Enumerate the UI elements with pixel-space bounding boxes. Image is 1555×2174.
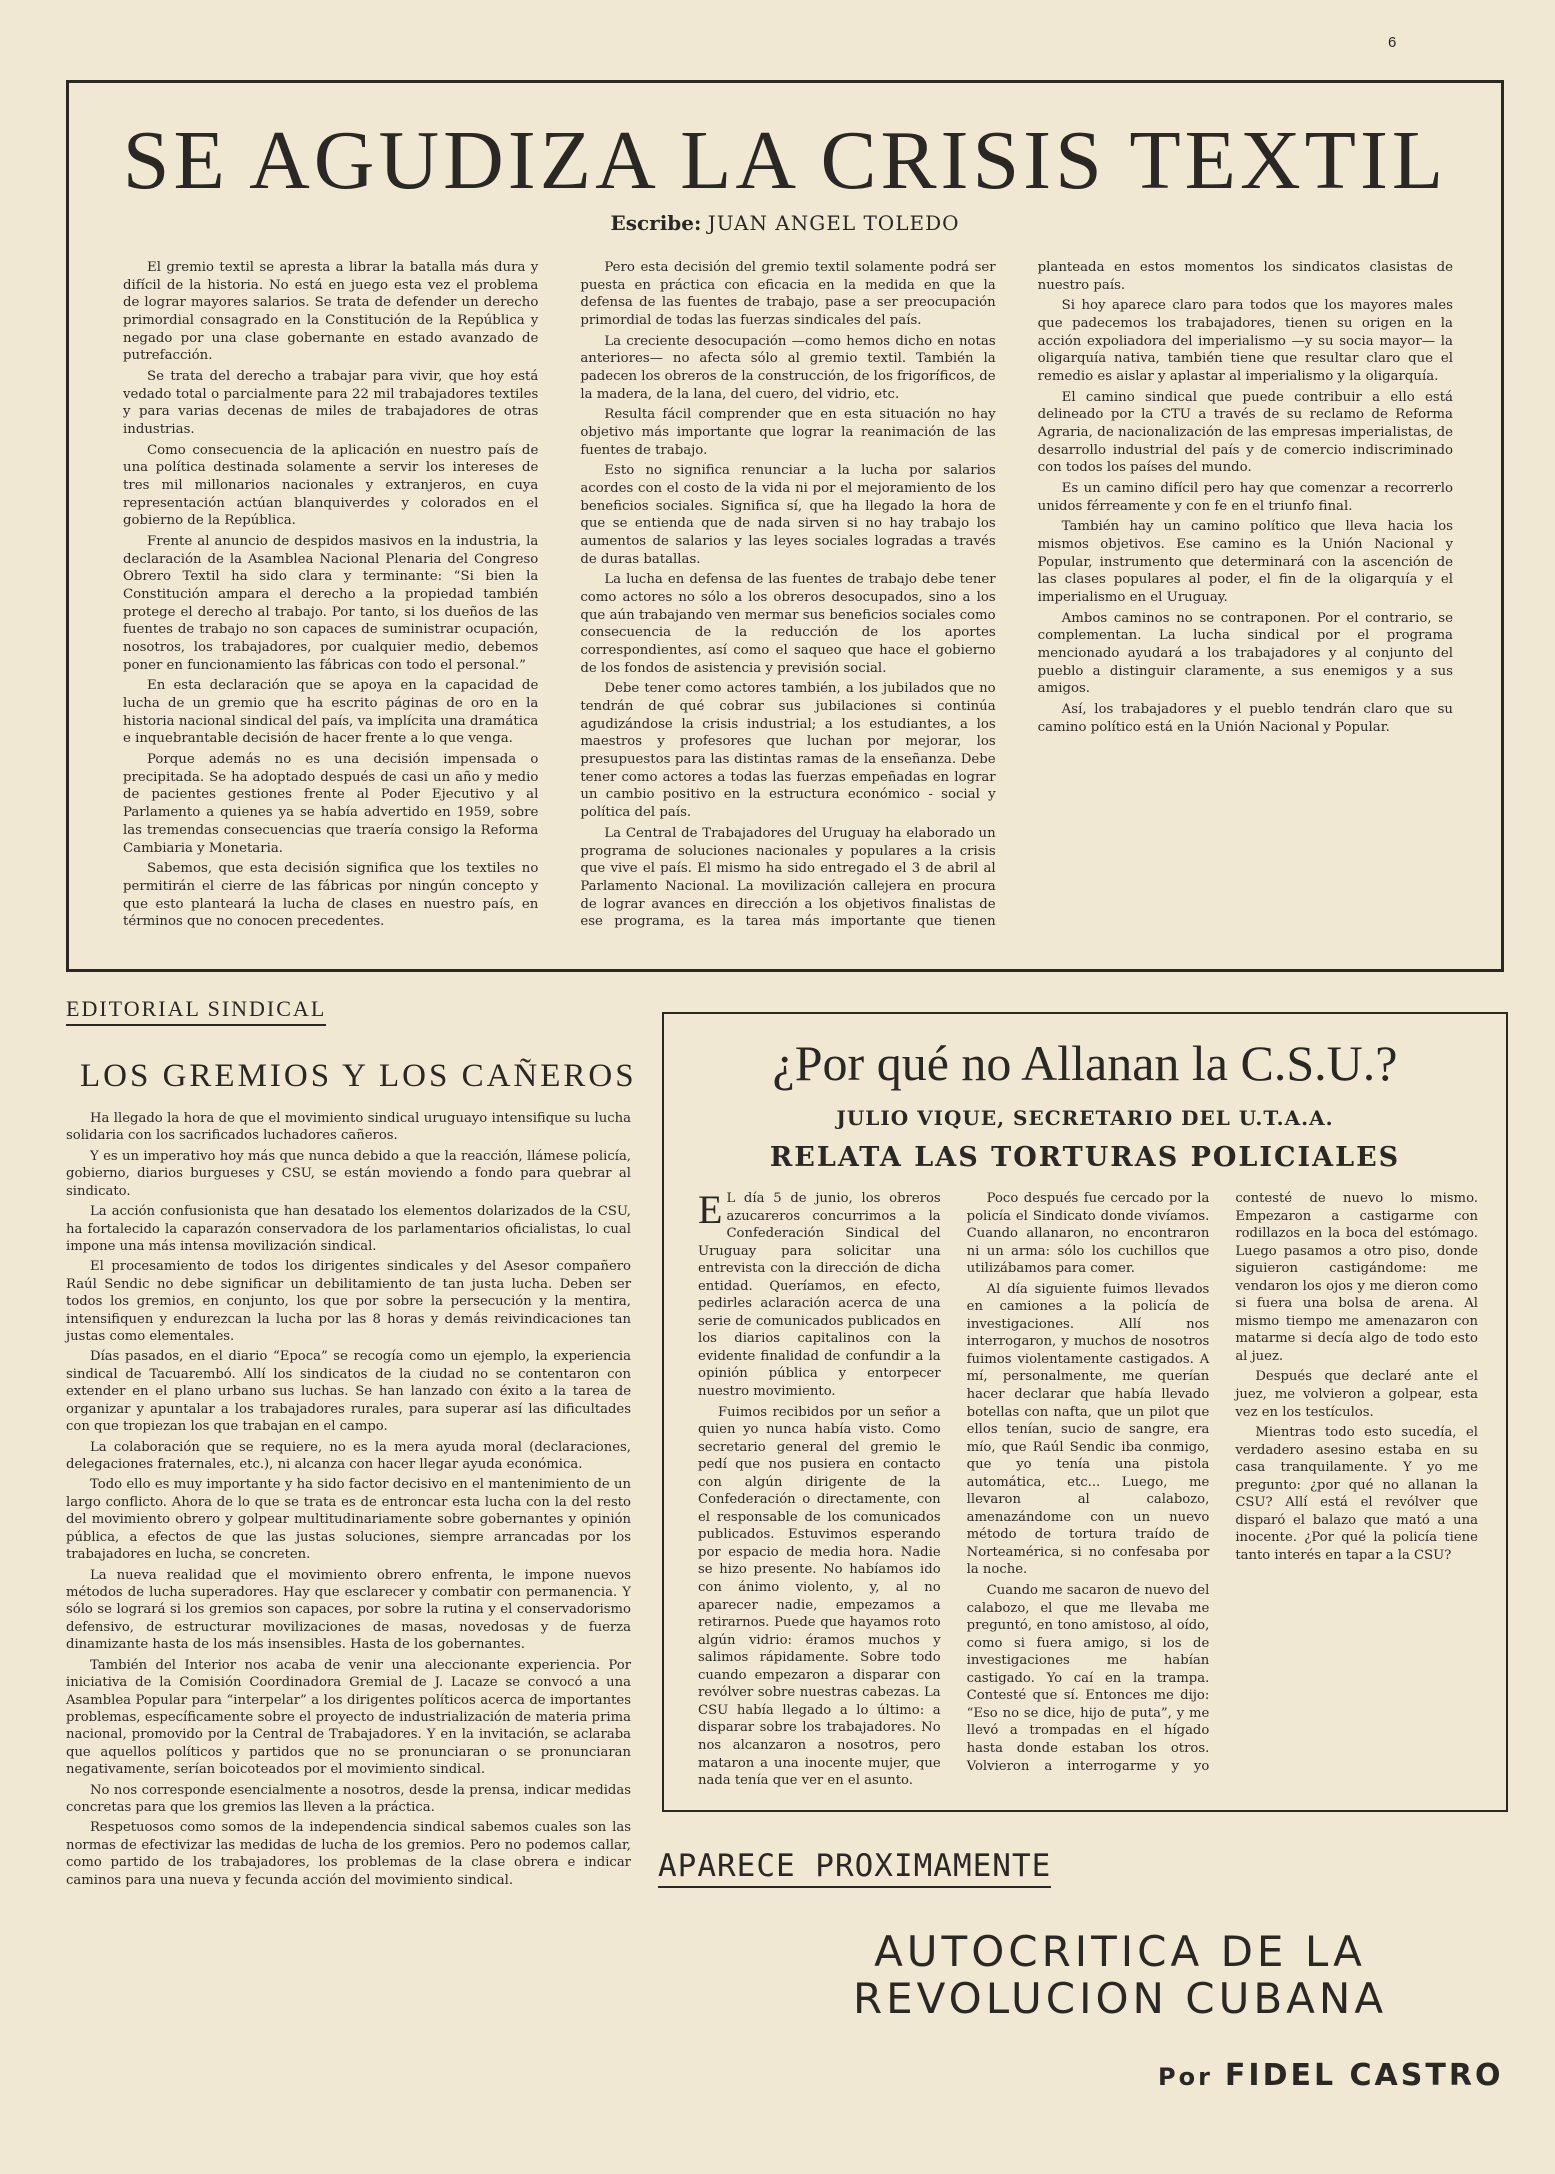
announcement-label: APARECE PROXIMAMENTE	[658, 1848, 1051, 1888]
paragraph: Pero esta decisión del gremio textil solamente podrá ser puesta en práctica con eficacia en la medida en que la defensa de las fuentes de trabajo, pase a ser preocupación primordial de todas las fuerzas sindicales del país.	[580, 260, 996, 329]
paragraph: Y es un imperativo hoy más que nunca debido a que la reacción, llámese policía, gobierno, diarios burgueses y CSU, se están moviendo a fondo para quebrar al sindicato.	[66, 1148, 631, 1199]
paragraph: La nueva realidad que el movimiento obrero enfrenta, le impone nuevos métodos de lucha superadores. Hay que esclarecer y combatir con permanencia. Y sólo se logrará si los gremios son capaces, por sobre la rutina y el conservadorismo defensivo, de estructurar movilizaciones de masas, novedosas y de fuerza dinamizante hasta de los más insensibles. Hasta de los gobernantes.	[66, 1567, 631, 1653]
paragraph: Después que declaré ante el juez, me volvieron a golpear, esta vez en los testículos.	[1235, 1369, 1478, 1420]
editorial-title: LOS GREMIOS Y LOS CAÑEROS	[80, 1058, 637, 1094]
drop-cap: E	[698, 1187, 723, 1232]
csu-article-box	[662, 1012, 1508, 1812]
paragraph: Respetuosos como somos de la independencia sindical sabemos cuales son las normas de efectivizar las medidas de lucha de los gremios. Pero no podemos callar, como partido de los trabajadores, los problemas de la clase obrera e indicar caminos para una nueva y fecunda acción del movimiento sindical.	[66, 1820, 631, 1888]
paragraph: También hay un camino político que lleva hacia los mismos objetivos. Ese camino es la Unión Nacional y Popular, instrumento que determinará con la ascención de las clases populares al poder, el fin de la oligarquía y el imperialismo en el Uruguay.	[1037, 519, 1453, 606]
paragraph: La creciente desocupación —como hemos dicho en notas anteriores— no afecta sólo al gremio textil. También la padecen los obreros de la construcción, de los frigoríficos, de la madera, de la lana, del cuero, del vidrio, etc.	[580, 333, 996, 402]
paragraph: Fuimos recibidos por un señor a quien yo nunca había visto. Como secretario general del gremio le pedí que nos pusiera en contacto con algún dirigente de la Confederación o directamente, con el responsable de los comunicados publicados. Estuvimos esperando por espacio de media hora. Nadie se hizo presente. No habíamos ido con ánimo violento, y, al no aparecer nadie, empezamos a retirarnos. Puede que hayamos roto algún vidrio: éramos muchos y salimos rápidamente. Sobre todo cuando empezaron a disparar con revólver sobre nuestras cabezas. La CSU había llegado a lo último: a disparar sobre los trabajadores. No nos alcanzaron a nosotros, pero mataron a una inocente mujer, que nada tenía que ver en el asunto.	[698, 1404, 941, 1789]
paragraph: Todo ello es muy importante y ha sido factor decisivo en el mantenimiento de un largo conflicto. Ahora de lo que se trata es de entroncar esta lucha con la del resto del movimiento obrero y golpear multitudinariamente sobre gobernantes y opinión pública, a efectos de que las justas soluciones, siempre arrancadas por los trabajadores en lucha, se concreten.	[66, 1477, 631, 1563]
csu-title: ¿Por qué no Allanan la C.S.U.?	[772, 1035, 1398, 1091]
paragraph: Poco después fue cercado por la policía el Sindicato donde vivíamos. Cuando allanaron, no encontraron ni un arma: sólo los cuchillos que utilizábamos para comer.	[966, 1191, 1210, 1277]
paragraph: Es un camino difícil pero hay que comenzar a recorrerlo unidos férreamente y con fe en el triunfo final.	[1037, 481, 1453, 514]
paragraph: Se trata del derecho a trabajar para vivir, que hoy está vedado total o parcialmente para 22 mil trabajadores textiles y para varias decenas de miles de trabajadores de otras industrias.	[123, 369, 539, 438]
paragraph: Sabemos, que esta decisión significa que los textiles no permitirán el cierre de las fábricas por ningún concepto y que esto planteará la lucha de clases en nuestro país, en términos que no conocen precedentes.	[123, 861, 539, 930]
paragraph: Ambos caminos no se contraponen. Por el contrario, se complementan. La lucha sindical por el programa mencionado ayudará a los trabajadores y al conjunto del pueblo a distinguir claramente, a sus enemigos y a sus amigos.	[1037, 610, 1453, 697]
paragraph: Si hoy aparece claro para todos que los mayores males que padecemos los trabajadores, tienen su origen en la acción expoliadora del imperialismo —y su socia mayor— la oligarquía nativa, también tiene que resultar claro que el remedio es aislar y aplastar al imperialismo y la oligarquía.	[1037, 298, 1453, 385]
paragraph: Así, los trabajadores y el pueblo tendrán claro que su camino político está en la Unión Nacional y Popular.	[1037, 702, 1453, 735]
paragraph: Debe tener como actores también, a los jubilados que no tendrán de qué cobrar sus jubilaciones si continúa agudizándose la crisis industrial; a los estudiantes, a los maestros y profesores que luchan por mejorar, los presupuestos para las distintas ramas de la enseñanza. Debe tener como actores a todas las fuerzas empeñadas en lograr un cambio positivo en la estructura económico - social y política del país.	[580, 681, 996, 821]
csu-subtitle-1: JULIO VIQUE, SECRETARIO DEL U.T.A.A.	[836, 1106, 1334, 1130]
csu-article-body	[698, 1187, 1478, 1792]
paragraph: Porque además no es una decisión impensada o precipitada. Se ha adoptado después de casi un año y medio de pacientes gestiones frente al Poder Ejecutivo y al Parlamento a quienes ya se había advertido en 1959, sobre las tremendas consecuencias que traería consigo la Reforma Cambiaria y Monetaria.	[123, 752, 539, 856]
editorial-section-label: EDITORIAL SINDICAL	[66, 996, 326, 1026]
paragraph: Resulta fácil comprender que en esta situación no hay objetivo más importante que lograr la reanimación de las fuentes de trabajo.	[580, 407, 996, 458]
paragraph: Cuando me sacaron de nuevo del calabozo, el que me llevaba me preguntó, en tono amistoso, al oído, como si fuera amigo, si los de investigaciones me habían castigado. Yo caí en la trampa. Contesté que sí. Entonces me dijo: “Eso no se dice, hijo de puta”, y me llevó a trompadas en el hígado hasta donde estaban los otros. Volvieron a interrogarme y yo contesté de nuevo lo mismo. Empezaron a castigarme con rodillazos en la boca del estómago. Luego pasamos a otro piso, donde siguieron castigándome: me vendaron los ojos y me dieron como si fuera una bolsa de arena. Al mismo tiempo me amenazaron con matarme si decía algo de todo esto al juez.	[966, 1191, 1478, 1774]
paragraph: Como consecuencia de la aplicación en nuestro país de una política destinada solamente a servir los intereses de tres mil millonarios nacionales y extranjeros, en cuya representación actúan blanquiverdes y colorados en el gobierno de la República.	[123, 442, 539, 529]
paragraph: El gremio textil se apresta a librar la batalla más dura y difícil de la historia. No está en juego esta vez el problema de lograr mayores salarios. Se trata de defender un derecho primordial consagrado en la Constitución de la República y negado por una clase gobernante en estado avanzado de putrefacción.	[123, 260, 539, 364]
author-prefix: Por	[1158, 2063, 1213, 2091]
paragraph: La colaboración que se requiere, no es la mera ayuda moral (declaraciones, delegaciones fraternales, etc.), ni alcanza con hacer llegar ayuda económica.	[66, 1439, 631, 1473]
paragraph: Días pasados, en el diario “Epoca” se recogía como un ejemplo, la experiencia sindical de Tacuarembó. Allí los sindicatos de la ciudad no se contentaron con extender en el plano urbano sus luchas. Se han lanzado con éxito a la tarea de organizar y apuntalar a los trabajadores rurales, para superar así las dificultades con que tropiezan los que trabajan en el campo.	[66, 1349, 631, 1435]
paragraph: El camino sindical que puede contribuir a ello está delineado por la CTU a través de su reclamo de Reforma Agraria, de nacionalización de las empresas imperialistas, de desarrollo industrial del país y de comercio indiscriminado con todos los países del mundo.	[1037, 389, 1453, 476]
first-paragraph	[698, 1187, 941, 1401]
paragraph: En esta declaración que se apoya en la capacidad de lucha de un gremio que ha escrito páginas de oro en la historia nacional sindical del país, va implícita una dramática e inquebrantable decisión de hacer frente a lo que venga.	[123, 678, 539, 747]
book-title-line-2: REVOLUCION CUBANA	[852, 1974, 1388, 2024]
top-byline	[69, 211, 1501, 235]
paragraph: También del Interior nos acaba de venir una aleccionante experiencia. Por iniciativa de la Comisión Coordinadora Gremial de J. Lacaze se convocó a una Asamblea Popular para “interpelar” a los dirigentes políticos acerca de importantes problemas, específicamente sobre el proyecto de industrialización de materia prima nacional, promovido por la Central de Trabajadores. Y en la invitación, se aclaraba que aquellos políticos y partidos que no se pronunciaran o se pronunciaran negativamente, serían boicoteados por el movimiento sindical.	[66, 1657, 631, 1778]
paragraph: Mientras todo esto sucedía, el verdadero asesino estaba en su casa tranquilamente. Y yo me pregunto: ¿por qué no allanan la CSU? Allí está el revólver que disparó el balazo que mató a una inocente. ¿Por qué la policía tiene tanto interés en tapar a la CSU?	[1235, 1425, 1478, 1563]
author-name: FIDEL CASTRO	[1224, 2058, 1504, 2093]
first-paragraph-text: L día 5 de junio, los obreros azucareros concurrimos a la Confederación Sindical del Uruguay para solicitar una entrevista con la dirección de dicha entidad. Queríamos, en efecto, pedirles aclaración acerca de una serie de comunicados publicados en los diarios capitalinos con la evidente finalidad de confundir a la opinión pública y entorpecer nuestro movimiento.	[698, 1191, 941, 1400]
book-title-line-1: AUTOCRITICA DE LA	[874, 1927, 1366, 1976]
byline-author: JUAN ANGEL TOLEDO	[707, 211, 960, 235]
book-author	[1158, 2058, 1503, 2093]
page-number: 6	[1388, 34, 1397, 51]
top-headline: SE AGUDIZA LA CRISIS TEXTIL	[122, 114, 1448, 207]
paragraph: La acción confusionista que han desatado los elementos dolarizados de la CSU, ha fortalecido la caparazón conservadora de los parlamentarios oficialistas, lo cual impone una más intensa movilización sindical.	[66, 1204, 631, 1254]
paragraph: Frente al anuncio de despidos masivos en la industria, la declaración de la Asamblea Nacional Plenaria del Congreso Obrero Textil ha sido clara y terminante: “Si bien la Constitución ampara el derecho a la propiedad también protege el derecho al trabajo. Por tanto, si los dueños de las fuentes de trabajo no son capaces de suministrar ocupación, nosotros, los trabajadores, por cualquier medio, debemos poner en funcionamiento las fábricas con todo el personal.”	[123, 534, 539, 673]
paragraph: El procesamiento de todos los dirigentes sindicales y del Asesor compañero Raúl Sendic no debe significar un debilitamiento de tan justa lucha. Deben ser todos los gremios, en conjunto, los que por sobre la persecución y la mentira, intensifiquen y endurezcan la lucha por las 8 horas y demás reivindicaciones tan justas como elementales.	[66, 1259, 631, 1345]
top-article-body	[123, 259, 1453, 949]
csu-subtitle-2: RELATA LAS TORTURAS POLICIALES	[769, 1142, 1401, 1173]
paragraph: No nos corresponde esencialmente a nosotros, desde la prensa, indicar medidas concretas para que los gremios las lleven a la práctica.	[66, 1782, 631, 1816]
byline-label: Escribe:	[610, 211, 702, 235]
editorial-body	[66, 1110, 631, 1892]
paragraph: Al día siguiente fuimos llevados en camiones a la policía de investigaciones. Allí nos interrogaron, y muchos de nosotros fuimos violentamente castigados. A mí, personalmente, me querían hacer declarar que había llevado botellas con nafta, que un pilot que ellos tenían, sucio de sangre, era mío, que Raúl Sendic iba conmigo, que yo tenía una pistola automática, etc... Luego, me llevaron al calabozo, amenazándome con un nuevo método de tortura traído de Norteamérica, si no confesaba por la noche.	[966, 1281, 1210, 1578]
paragraph: La Central de Trabajadores del Uruguay ha elaborado un programa de soluciones nacionales y populares a la crisis que vive el país. El mismo ha sido entregado el 3 de abril al Parlamento Nacional. La movilización callejera en procura de lograr avances en dirección a los objetivos finalistas de ese programa, es la tarea más importante que tienen planteada en estos momentos los sindicatos clasistas de nuestro país.	[580, 260, 1453, 930]
top-article-box	[66, 80, 1504, 972]
paragraph: La lucha en defensa de las fuentes de trabajo debe tener como actores no sólo a los obreros desocupados, sino a los que aún trabajando ven mermar sus beneficios sociales como consecuencia de la reducción de los aportes correspondientes, así como el saqueo que hace el gobierno de los fondos de asistencia y previsión social.	[580, 572, 996, 676]
paragraph: Esto no significa renunciar a la lucha por salarios acordes con el costo de la vida ni por el mejoramiento de los beneficios sociales. Significa sí, que ha llegado la hora de que se entienda que de nada sirven si no hay trabajo los aumentos de salarios y las leyes sociales logradas a través de duras batallas.	[580, 463, 996, 567]
book-title	[760, 1928, 1480, 2023]
paragraph: Ha llegado la hora de que el movimiento sindical uruguayo intensifique su lucha solidaria con los sacrificados luchadores cañeros.	[66, 1111, 631, 1144]
